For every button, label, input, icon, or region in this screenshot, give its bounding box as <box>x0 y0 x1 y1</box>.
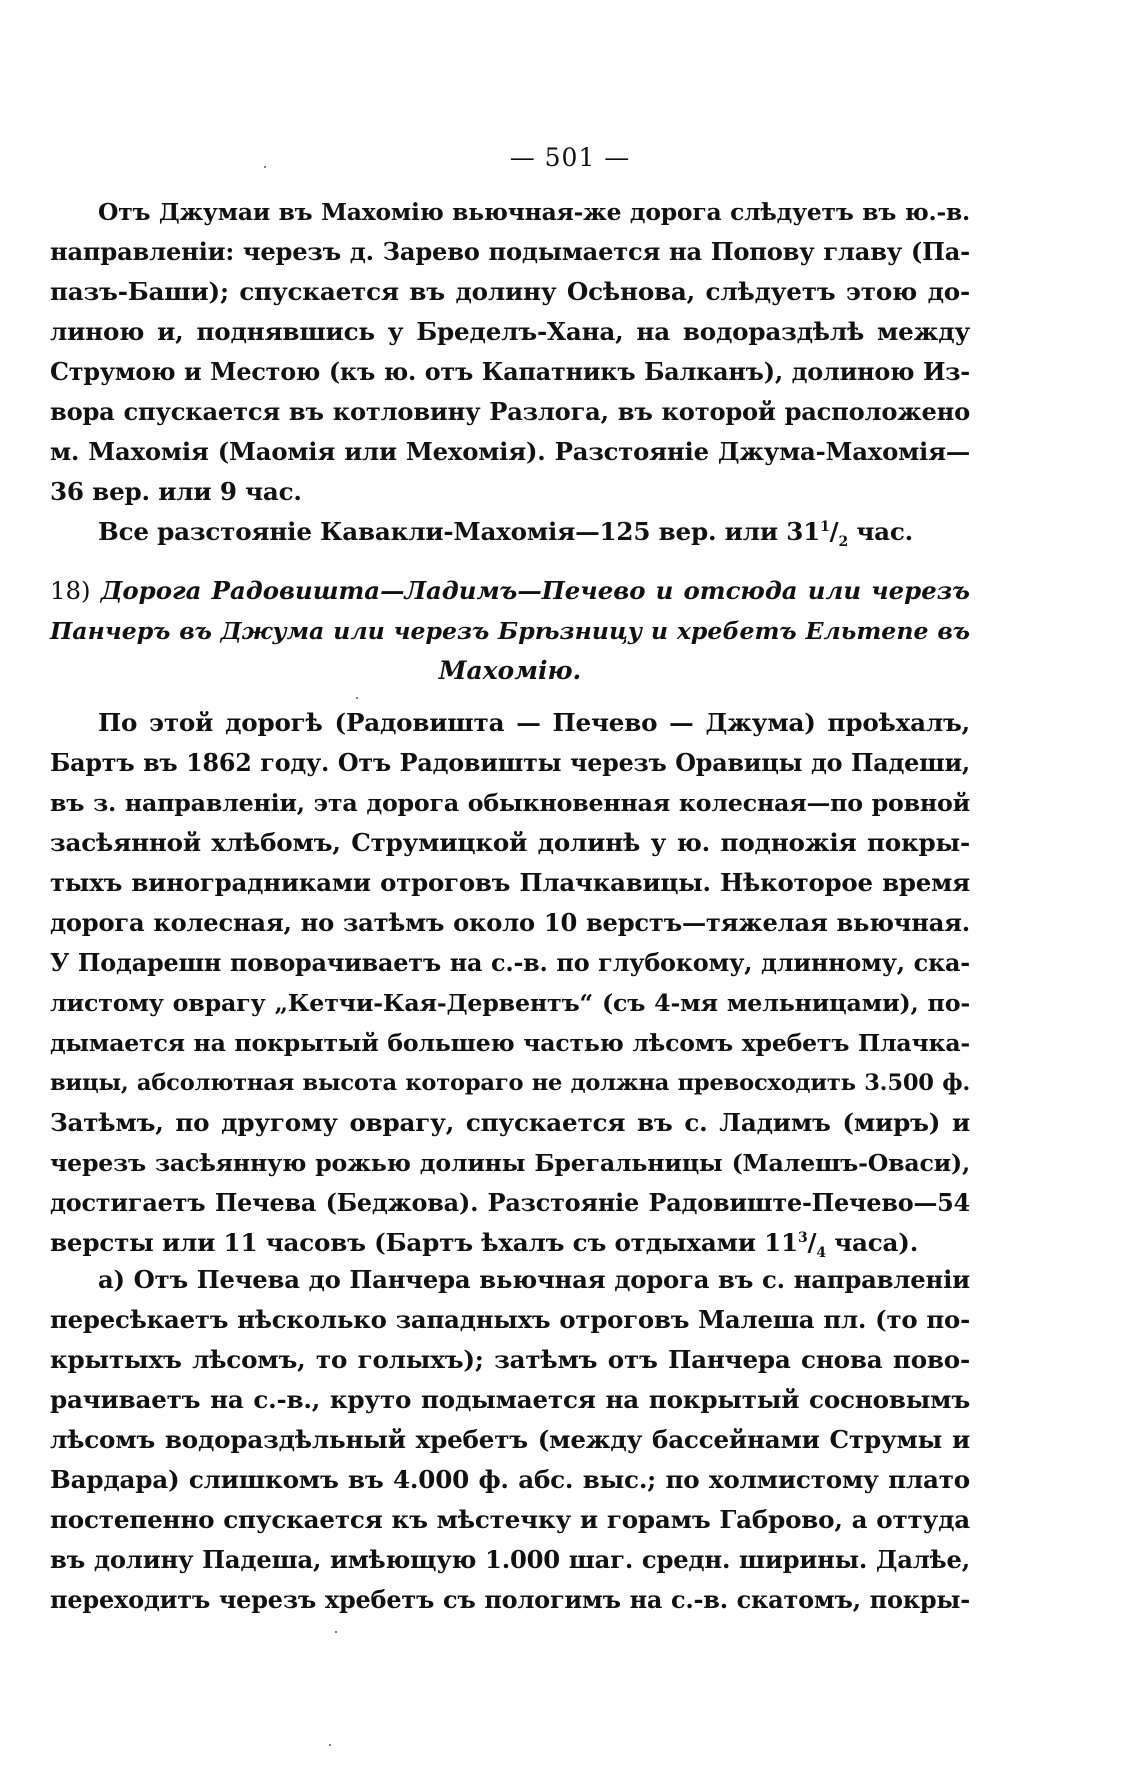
paragraph-2 <box>50 512 970 552</box>
travel-time-text: версты или 11 часовъ (Бартъ ѣхалъ съ отдыхами 11 <box>50 1228 798 1257</box>
text-line: Затѣмъ, по другому оврагу, спускается въ с. Ладимъ (миръ) и <box>50 1108 970 1137</box>
text-line: черезъ засѣянную рожью долины Брегальницы (Малешъ-Оваси), <box>50 1149 970 1177</box>
text-line: въ долину Падеша, имѣющую 1.000 шаг. средн. ширины. Далѣе, <box>50 1545 970 1574</box>
fraction-numerator: 1 <box>820 518 830 535</box>
text-line: крытыхъ лѣсомъ, то голыхъ); затѣмъ отъ Панчера снова пово- <box>50 1345 970 1374</box>
paragraph-3 <box>50 703 970 1263</box>
text-line: пересѣкаетъ нѣсколько западныхъ отроговъ Малеша пл. (то по- <box>50 1305 970 1334</box>
total-distance-line <box>50 512 970 552</box>
text-line: листому оврагу „Кетчи-Кая-Дервентъ“ (съ 4-мя мельницами), по- <box>50 989 970 1017</box>
text-line: вора спускается въ котловину Разлога, въ которой расположено <box>50 397 970 426</box>
text-line: вицы, абсолютная высота котораго не должна превосходить 3.500 ф. <box>50 1070 970 1096</box>
text-line: По этой дорогѣ (Радовишта — Печево — Джума) проѣхалъ, <box>98 708 970 737</box>
text-line: достигаетъ Печева (Беджова). Разстояніе Радовиште-Печево—54 <box>50 1189 970 1217</box>
text-line: 36 вер. или 9 час. <box>50 477 302 506</box>
text-line: дымается на покрытый большею частью лѣсомъ хребетъ Плачка- <box>50 1029 970 1057</box>
section-heading <box>50 571 970 691</box>
text-line: въ з. направленіи, эта дорога обыкновенная колесная—по ровной <box>50 789 970 817</box>
text-line: У Подарешн поворачиваетъ на с.-в. по глубокому, длинному, ска- <box>50 949 970 977</box>
text-line: лѣсомъ водораздѣльный хребетъ (между бассейнами Струмы и <box>50 1425 970 1454</box>
fraction-numerator: 3 <box>797 1229 808 1246</box>
heading-line-2: Панчеръ въ Джума или черезъ Брѣзницу и хребетъ Ельтепе въ <box>50 617 970 645</box>
text-line: а) Отъ Печева до Панчера вьючная дорога въ с. направленіи <box>98 1265 970 1294</box>
heading-line-1 <box>50 571 970 611</box>
text-line: Бартъ въ 1862 году. Отъ Радовишты черезъ Оравицы до Падеши, <box>50 749 970 777</box>
travel-time-unit: часа). <box>825 1228 919 1257</box>
text-line: направленіи: черезъ д. Зарево подымается на Попову главу (Па- <box>50 237 970 266</box>
total-distance-unit: час. <box>847 517 914 546</box>
scan-speck <box>329 1744 331 1746</box>
fraction-denominator: 2 <box>838 533 848 550</box>
text-line: м. Махомія (Маомія или Мехомія). Разстояніе Джума-Махомія— <box>50 437 970 466</box>
text-line: засѣянной хлѣбомъ, Струмицкой долинѣ у ю. подножія покры- <box>50 828 970 857</box>
page-number: — 501 — <box>509 143 631 172</box>
text-line: Отъ Джумаи въ Махомію вьючная-же дорога слѣдуетъ въ ю.-в. <box>98 198 970 226</box>
text-line: постепенно спускается къ мѣстечку и горамъ Габрово, а оттуда <box>50 1505 970 1534</box>
text-line: Струмою и Местою (къ ю. отъ Капатникъ Балканъ), долиною Из- <box>50 358 970 386</box>
heading-line-1-text: Дорога Радовишта—Ладимъ—Печево и отсюда или черезъ <box>100 576 970 605</box>
text-line: дорога колесная, но затѣмъ около 10 верстъ—тяжелая вьючная. <box>50 908 970 937</box>
text-line: линою и, поднявшись у Бределъ-Хана, на водораздѣлѣ между <box>50 317 970 346</box>
text-line: переходитъ черезъ хребетъ съ пологимъ на с.-в. скатомъ, покры- <box>50 1585 970 1614</box>
text-line: пазъ-Баши); спускается въ долину Осѣнова, слѣдуетъ этою до- <box>50 277 970 306</box>
scan-speck <box>264 166 266 168</box>
text-line: Вардара) слишкомъ въ 4.000 ф. абс. выс.; по холмистому плато <box>50 1465 970 1494</box>
fraction-denominator: 4 <box>816 1244 826 1261</box>
paragraph-1 <box>50 192 970 512</box>
text-line: тыхъ виноградниками отроговъ Плачкавицы. Нѣкоторое время <box>50 868 970 897</box>
heading-line-3: Махомію. <box>438 656 582 685</box>
scan-speck <box>335 1631 337 1633</box>
total-distance-text: Все разстояніе Кавакли-Махомія—125 вер. или 31 <box>98 517 821 546</box>
paragraph-4 <box>50 1260 970 1620</box>
fraction-slash: / <box>807 1228 817 1257</box>
fraction-slash: / <box>829 517 839 546</box>
scan-speck <box>356 697 358 699</box>
text-line-last <box>50 1223 970 1263</box>
text-line: рачиваетъ на с.-в., круто подымается на покрытый сосновымъ <box>50 1385 970 1414</box>
section-number: 18) <box>50 576 91 605</box>
